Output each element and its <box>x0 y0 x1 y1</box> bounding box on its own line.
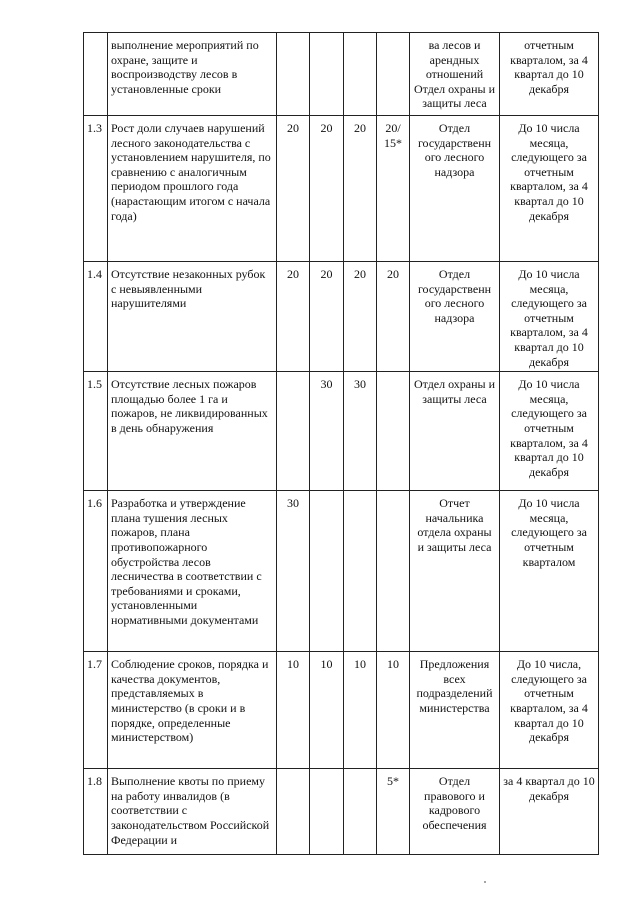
row-number: 1.5 <box>84 372 108 491</box>
value-cell: 20 <box>277 116 310 262</box>
deadline-cell: До 10 числа месяца, следующего за отчетным кварталом, за 4 квартал до 10 декабря <box>500 116 599 262</box>
deadline-cell: за 4 квартал до 10 декабря <box>500 769 599 855</box>
deadline-cell: До 10 числа, следующего за отчетным кварталом, за 4 квартал до 10 декабря <box>500 652 599 769</box>
row-number: 1.3 <box>84 116 108 262</box>
scan-speck <box>484 881 486 883</box>
source-cell: Отдел государственн ого лесного надзора <box>410 116 500 262</box>
value-cell: 10 <box>344 652 377 769</box>
value-cell: 10 <box>377 652 410 769</box>
value-cell: 10 <box>277 652 310 769</box>
value-cell <box>344 769 377 855</box>
table-row <box>84 769 599 855</box>
value-cell <box>377 33 410 116</box>
table-row <box>84 652 599 769</box>
source-cell: ва лесов и арендных отношений Отдел охраны и защиты леса <box>410 33 500 116</box>
source-cell: Отчет начальника отдела охраны и защиты леса <box>410 491 500 652</box>
value-cell: 20 <box>310 116 344 262</box>
deadline-cell: До 10 числа месяца, следующего за отчетным кварталом, за 4 квартал до 10 декабря <box>500 372 599 491</box>
source-cell: Отдел правового и кадрового обеспечения <box>410 769 500 855</box>
indicator-text: Разработка и утверждение плана тушения лесных пожаров, плана противопожарного обустройства лесов лесничества в соответствии с требованиями и сроками, установленными нормативными документами <box>108 491 277 652</box>
value-cell: 20 <box>277 262 310 372</box>
value-cell: 30 <box>277 491 310 652</box>
indicator-text: выполнение мероприятий по охране, защите и воспроизводству лесов в установленные сроки <box>108 33 277 116</box>
value-cell: 20/ 15* <box>377 116 410 262</box>
row-number: 1.6 <box>84 491 108 652</box>
table-row <box>84 372 599 491</box>
value-cell <box>377 491 410 652</box>
value-cell: 10 <box>310 652 344 769</box>
value-cell <box>310 769 344 855</box>
value-cell: 20 <box>377 262 410 372</box>
row-number <box>84 33 108 116</box>
value-cell: 30 <box>310 372 344 491</box>
table-row <box>84 491 599 652</box>
indicator-text: Отсутствие незаконных рубок с невыявленными нарушителями <box>108 262 277 372</box>
row-number: 1.4 <box>84 262 108 372</box>
value-cell <box>344 33 377 116</box>
indicator-text: Соблюдение сроков, порядка и качества документов, представляемых в министерство (в сроки и в порядке, определенные министерством) <box>108 652 277 769</box>
value-cell <box>277 769 310 855</box>
row-number: 1.7 <box>84 652 108 769</box>
value-cell <box>377 372 410 491</box>
value-cell: 20 <box>310 262 344 372</box>
value-cell <box>310 491 344 652</box>
deadline-cell: До 10 числа месяца, следующего за отчетным кварталом <box>500 491 599 652</box>
value-cell: 20 <box>344 116 377 262</box>
source-cell: Отдел государственн ого лесного надзора <box>410 262 500 372</box>
table-row <box>84 33 599 116</box>
indicator-text: Рост доли случаев нарушений лесного законодательства с установлением нарушителя, по сравнению с аналогичным периодом прошлого года (нарастающим итогом с начала года) <box>108 116 277 262</box>
source-cell: Отдел охраны и защиты леса <box>410 372 500 491</box>
value-cell <box>344 491 377 652</box>
value-cell <box>277 372 310 491</box>
value-cell: 20 <box>344 262 377 372</box>
table-row <box>84 262 599 372</box>
deadline-cell: отчетным кварталом, за 4 квартал до 10 декабря <box>500 33 599 116</box>
source-cell: Предложения всех подразделений министерства <box>410 652 500 769</box>
value-cell <box>277 33 310 116</box>
row-number: 1.8 <box>84 769 108 855</box>
value-cell: 30 <box>344 372 377 491</box>
value-cell <box>310 33 344 116</box>
indicator-text: Выполнение квоты по приему на работу инвалидов (в соответствии с законодательством Российской Федерации и <box>108 769 277 855</box>
indicators-table <box>83 32 599 855</box>
indicator-text: Отсутствие лесных пожаров площадью более 1 га и пожаров, не ликвидированных в день обнаружения <box>108 372 277 491</box>
value-cell: 5* <box>377 769 410 855</box>
table-row <box>84 116 599 262</box>
deadline-cell: До 10 числа месяца, следующего за отчетным кварталом, за 4 квартал до 10 декабря <box>500 262 599 372</box>
